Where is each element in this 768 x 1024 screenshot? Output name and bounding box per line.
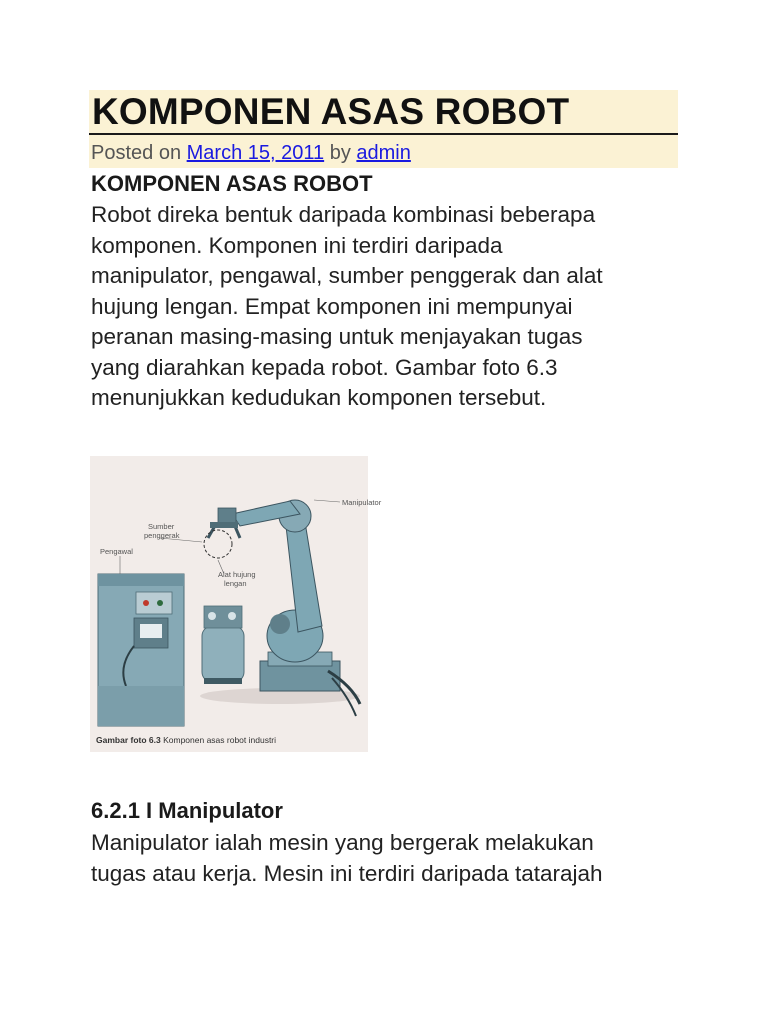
alat-hujung-label-line2: lengan	[224, 579, 247, 588]
paragraph-line: hujung lengan. Empat komponen ini mempunyai	[91, 293, 573, 319]
sumber-penggerak-label-line2: penggerak	[144, 531, 180, 540]
title-divider	[89, 133, 678, 135]
paragraph-line: manipulator, pengawal, sumber penggerak dan alat	[91, 263, 603, 288]
robot-illustration	[90, 456, 368, 752]
paragraph-line: Robot direka bentuk daripada kombinasi beberapa	[91, 202, 596, 227]
content-subheading: KOMPONEN ASAS ROBOT	[91, 171, 373, 196]
post-title: KOMPONEN ASAS ROBOT	[92, 91, 570, 132]
figure-caption-number: Gambar foto 6.3	[96, 735, 161, 745]
paragraph-line: yang diarahkan kepada robot. Gambar foto 6.3	[91, 354, 558, 380]
by-label: by	[329, 142, 351, 164]
paragraph-line: tugas atau kerja. Mesin ini terdiri daripada tatarajah	[91, 860, 603, 886]
manipulator-label: Manipulator	[342, 498, 382, 507]
paragraph-line: komponen. Komponen ini terdiri daripada	[91, 232, 503, 258]
post-meta	[91, 140, 411, 166]
paragraph-line: Manipulator ialah mesin yang bergerak melakukan	[91, 830, 594, 855]
section-heading-manipulator: 6.2.1 I Manipulator	[91, 798, 283, 823]
posted-on-label: Posted on	[91, 142, 182, 164]
sumber-penggerak-label-line1: Sumber	[148, 522, 175, 531]
intro-paragraph	[91, 200, 681, 414]
robot-components-figure	[90, 456, 382, 752]
paragraph-line: menunjukkan kedudukan komponen tersebut.	[91, 385, 547, 410]
figure-caption-text: Komponen asas robot industri	[163, 735, 277, 745]
post-header	[89, 90, 678, 168]
figure-caption	[96, 735, 276, 745]
section-paragraph	[91, 828, 681, 889]
post-date-link[interactable]: March 15, 2011	[186, 142, 325, 164]
alat-hujung-label-line1: Alat hujung	[218, 570, 256, 579]
paragraph-line: peranan masing-masing untuk menjayakan tugas	[91, 324, 583, 349]
pengawal-label: Pengawal	[100, 547, 133, 556]
author-link[interactable]: admin	[356, 142, 411, 164]
